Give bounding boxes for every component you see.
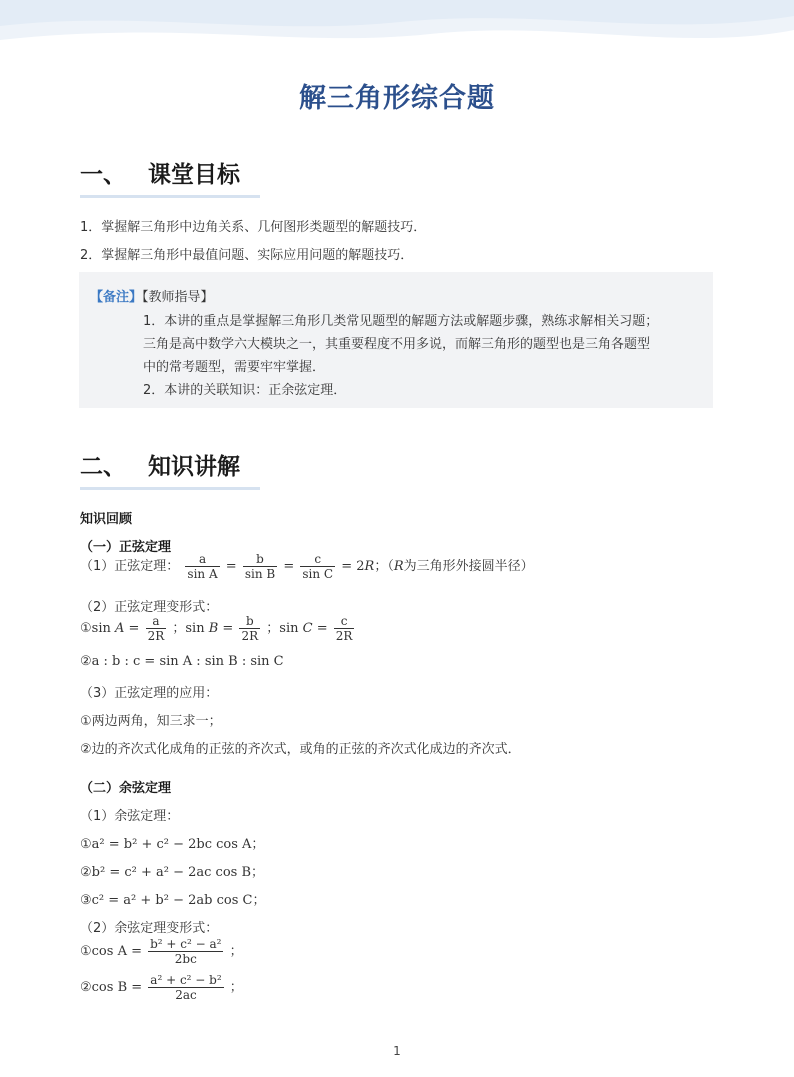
cosine-variant-formula	[80, 973, 243, 1002]
sine-variant-formula: ①sin A = $\frac{a}{2R}$ ；sin B = $\frac{b}{2R}$ ；sin C = $\frac{c}{2R}$	[80, 614, 353, 643]
cosine-law-label: （1）余弦定理：	[80, 809, 180, 824]
formula-prefix: ②cos B =	[80, 980, 143, 995]
note-heading: 【教师指导】	[142, 290, 214, 305]
sine-law-title: （一）正弦定理	[80, 540, 172, 555]
goal-item: 1．掌握解三角形中边角关系、几何图形类题型的解题技巧．	[80, 220, 427, 235]
cosine-variant-formula	[80, 937, 243, 966]
sine-law-formula: （1）正弦定理： $\frac{a}{\text{sin A}}$ = $\frac{b}{\text{sin B}}$ = $\frac{c}{\text{sin C}}$ = 2R；（R为三角形外接圆半径）	[80, 552, 534, 581]
header-wave-decoration	[0, 0, 794, 62]
cosine-variant-label: （2）余弦定理变形式：	[80, 921, 219, 936]
cosine-law-title: （二）余弦定理	[80, 781, 172, 796]
semicolon: ；	[229, 944, 243, 959]
document-title: 解三角形综合题	[299, 83, 495, 114]
cosine-equation: ②b² = c² + a² − 2ac cos B；	[80, 865, 265, 880]
fraction: $\frac{c}{2R}$	[335, 614, 353, 643]
section-heading-goals	[80, 156, 240, 189]
numerator: b² + c² − a²	[150, 937, 222, 951]
radius-symbol: R	[393, 559, 404, 574]
teacher-note-box	[79, 272, 713, 408]
note-line: 中的常考题型，需要牢牢掌握．	[143, 360, 326, 375]
denominator: 2bc	[174, 952, 197, 966]
fraction: $\frac{c}{\text{sin C}}$	[302, 552, 334, 581]
sine-application-item: ②边的齐次式化成角的正弦的齐次式，或角的正弦的齐次式化成边的齐次式．	[80, 742, 521, 757]
formula-prefix: ①cos A =	[80, 944, 142, 959]
page-number: 1	[393, 1044, 401, 1058]
sine-ratio-formula: ②a : b : c = sin A : sin B : sin C	[80, 654, 284, 669]
goal-item: 2．掌握解三角形中最值问题、实际应用问题的解题技巧．	[80, 248, 414, 263]
section-underline	[80, 195, 260, 198]
cosine-equation: ③c² = a² + b² − 2ab cos C；	[80, 893, 266, 908]
fraction: $\frac{b}{2R}$	[241, 614, 259, 643]
section-underline	[80, 487, 260, 490]
sine-application-label: （3）正弦定理的应用：	[80, 686, 219, 701]
note-line: 三角是高中数学六大模块之一，其重要程度不用多说，而解三角形的题型也是三角各题型	[143, 337, 651, 352]
section-number: 一、	[80, 162, 126, 188]
formula-tail: ；（	[374, 559, 394, 574]
section-title: 课堂目标	[148, 162, 240, 188]
note-tag: 【备注】	[90, 290, 143, 305]
review-title: 知识回顾	[80, 512, 133, 527]
section-number: 二、	[80, 454, 126, 480]
note-header	[90, 286, 214, 305]
section-title: 知识讲解	[148, 454, 240, 480]
note-line: 1．本讲的重点是掌握解三角形几类常见题型的解题方法或解题步骤，熟练求解相关习题；	[143, 314, 659, 329]
note-line: 2．本讲的关联知识：正余弦定理．	[143, 383, 347, 398]
fraction: $\frac{a}{\text{sin A}}$	[187, 552, 218, 581]
formula-note: 为三角形外接圆半径）	[403, 559, 534, 574]
fraction: $\frac{a}{2R}$	[147, 614, 165, 643]
semicolon: ；	[229, 980, 243, 995]
numerator: a² + c² − b²	[150, 973, 222, 987]
fraction	[148, 973, 223, 1002]
sine-application-item: ①两边两角，知三求一；	[80, 714, 222, 729]
sine-variant-label: （2）正弦定理变形式：	[80, 600, 219, 615]
fraction: $\frac{b}{\text{sin B}}$	[244, 552, 276, 581]
denominator: 2ac	[175, 988, 197, 1002]
cosine-equation: ①a² = b² + c² − 2bc cos A；	[80, 837, 265, 852]
fraction	[148, 937, 223, 966]
formula-label: （1）正弦定理：	[80, 559, 180, 574]
section-heading-knowledge	[80, 448, 240, 481]
